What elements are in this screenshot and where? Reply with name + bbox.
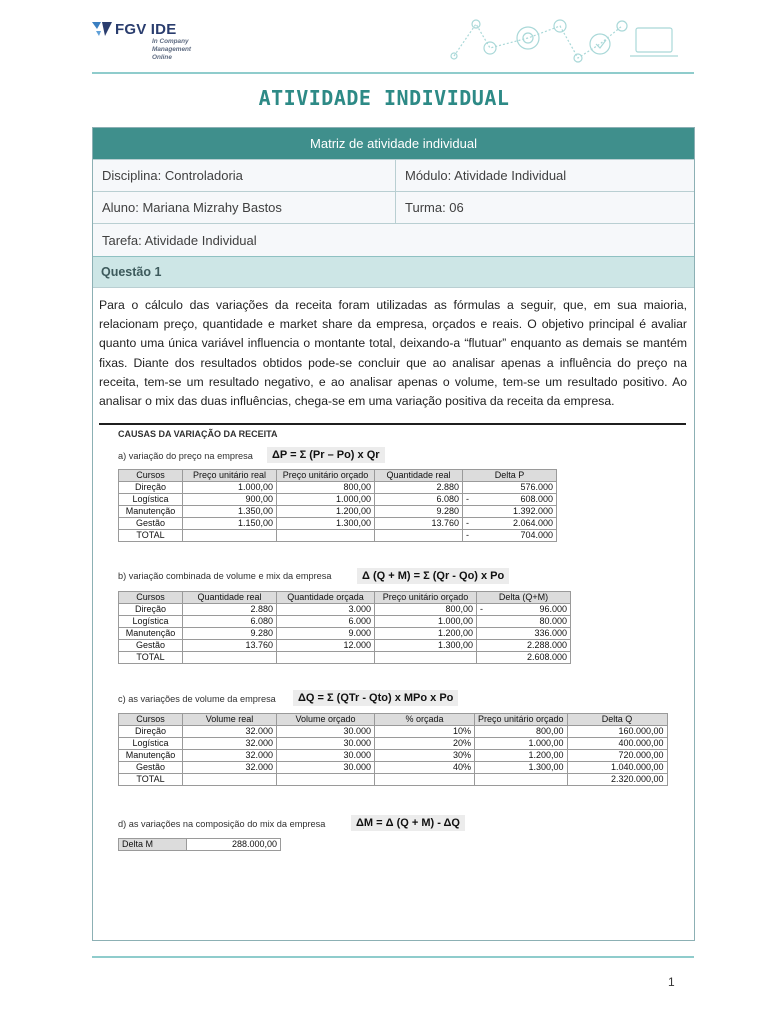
cell-value: 96.000 — [539, 604, 567, 614]
row-label: TOTAL — [119, 530, 183, 542]
table-cell: 800,00 — [277, 482, 375, 494]
section-c-formula: ΔQ = Σ (QTr - Qto) x MPo x Po — [293, 690, 458, 706]
cell-value: 2.608.000 — [526, 652, 567, 662]
table-row — [119, 604, 571, 616]
column-header: Preço unitário orçado — [277, 470, 375, 482]
footer-divider — [92, 956, 694, 958]
table-cell: 1.300,00 — [475, 762, 568, 774]
row-label: Manutenção — [119, 628, 183, 640]
cell-value: 2.064.000 — [512, 518, 553, 528]
column-header: Cursos — [119, 714, 183, 726]
matrix-title: Matriz de atividade individual — [93, 128, 694, 159]
table-cell: 800,00 — [375, 604, 477, 616]
table-cell — [277, 652, 375, 664]
table-cell: 1.150,00 — [183, 518, 277, 530]
column-header: Quantidade real — [183, 592, 277, 604]
row-label: Gestão — [119, 762, 183, 774]
delta-m-value: 288.000,00 — [187, 839, 281, 851]
table-cell — [477, 640, 571, 652]
table-cell — [375, 530, 463, 542]
table-cell: 1.300,00 — [375, 640, 477, 652]
table-cell: 20% — [375, 738, 475, 750]
table-cell: 30.000 — [277, 726, 375, 738]
table-cell: 6.080 — [183, 616, 277, 628]
table-cell: 1.000,00 — [277, 494, 375, 506]
column-header: Delta Q — [567, 714, 667, 726]
table-cell — [183, 774, 277, 786]
delta-m-table — [118, 838, 281, 851]
price-variation-table — [118, 469, 557, 542]
table-cell — [277, 774, 375, 786]
table-cell — [463, 506, 557, 518]
volume-variation-table — [118, 713, 668, 786]
column-header: Delta P — [463, 470, 557, 482]
table-cell — [477, 604, 571, 616]
row-label: Manutenção — [119, 750, 183, 762]
table-header-row — [119, 592, 571, 604]
logo-subtitle: In Company Management Online — [152, 38, 192, 61]
table-row — [119, 839, 281, 851]
activity-matrix — [92, 127, 695, 941]
column-header: Volume real — [183, 714, 277, 726]
table-cell: 9.000 — [277, 628, 375, 640]
table-cell: 1.200,00 — [277, 506, 375, 518]
delta-m-label: Delta M — [119, 839, 187, 851]
table-cell: 160.000,00 — [567, 726, 667, 738]
row-label: Gestão — [119, 640, 183, 652]
table-cell: 30.000 — [277, 762, 375, 774]
table-cell: 6.080 — [375, 494, 463, 506]
row-label: Logística — [119, 738, 183, 750]
table-cell: 1.350,00 — [183, 506, 277, 518]
cell-value: 80.000 — [539, 616, 567, 626]
table-cell: 13.760 — [183, 640, 277, 652]
aluno-field: Aluno: Mariana Mizrahy Bastos — [102, 200, 282, 215]
column-header: Preço unitário orçado — [475, 714, 568, 726]
column-header: Cursos — [119, 470, 183, 482]
fgv-logo — [92, 20, 191, 62]
negative-sign: - — [466, 494, 469, 504]
column-header: Quantidade real — [375, 470, 463, 482]
section-b-label: b) variação combinada de volume e mix da empresa — [118, 571, 332, 581]
table-cell: 1.300,00 — [277, 518, 375, 530]
header-illustration-icon — [440, 12, 680, 70]
column-header: Preço unitário orçado — [375, 592, 477, 604]
table-row — [119, 494, 557, 506]
question-heading: Questão 1 — [93, 256, 694, 287]
turma-field: Turma: 06 — [395, 192, 694, 223]
row-label: TOTAL — [119, 774, 183, 786]
row-label: Logística — [119, 616, 183, 628]
section-a-label: a) variação do preço na empresa — [118, 451, 253, 461]
table-cell: 30% — [375, 750, 475, 762]
column-header: Volume orçado — [277, 714, 375, 726]
table-cell: 6.000 — [277, 616, 375, 628]
table-cell — [477, 616, 571, 628]
table-cell: 900,00 — [183, 494, 277, 506]
table-cell — [463, 494, 557, 506]
table-cell: 2.880 — [375, 482, 463, 494]
negative-sign: - — [480, 604, 483, 614]
table-row — [119, 628, 571, 640]
section-d-formula: ΔM = Δ (Q + M) - ΔQ — [351, 815, 465, 831]
matrix-row-discipline — [93, 159, 694, 191]
intro-paragraph: Para o cálculo das variações da receita foram utilizadas as fórmulas a seguir, que, em sua maioria, relacionam preço, quantidade e market share da empresa, orçados e reais. O objetivo principal é avaliar quanto uma única variável influencia o montante total, deixando-a “flutuar” enquanto as demais se mantém fixas. Diante dos resultados obtidos pode-se concluir que ao analisar apenas a influência do preço na receita, tem-se um resultado negativo, e ao analisar apenas o volume, tem-se um resultado positivo. Ao analisar o mix das duas influências, chega-se em uma variação positiva da receita da empresa. — [99, 298, 687, 409]
table-row — [119, 726, 668, 738]
table-cell: 400.000,00 — [567, 738, 667, 750]
row-label: Gestão — [119, 518, 183, 530]
cell-value: 336.000 — [534, 628, 567, 638]
header-divider — [92, 72, 694, 74]
table-row — [119, 738, 668, 750]
logo-text: FGV IDE — [115, 20, 177, 38]
table-row — [119, 616, 571, 628]
fgv-logo-icon — [92, 20, 112, 38]
table-cell — [375, 652, 477, 664]
table-cell: 1.000,00 — [475, 738, 568, 750]
matrix-row-task — [93, 223, 694, 256]
table-row — [119, 518, 557, 530]
table-cell — [477, 652, 571, 664]
table-cell: 10% — [375, 726, 475, 738]
row-label: Direção — [119, 604, 183, 616]
causes-title: CAUSAS DA VARIAÇÃO DA RECEITA — [118, 429, 278, 439]
cell-value: 1.392.000 — [512, 506, 553, 516]
table-row — [119, 640, 571, 652]
section-c-label: c) as variações de volume da empresa — [118, 694, 276, 704]
table-cell: 32.000 — [183, 726, 277, 738]
table-row — [119, 750, 668, 762]
table-cell: 30.000 — [277, 738, 375, 750]
section-d-label: d) as variações na composição do mix da empresa — [118, 819, 326, 829]
table-cell — [477, 628, 571, 640]
table-row — [119, 530, 557, 542]
table-header-row — [119, 714, 668, 726]
table-cell: 12.000 — [277, 640, 375, 652]
table-cell: 2.320.000,00 — [567, 774, 667, 786]
table-cell — [183, 530, 277, 542]
row-label: TOTAL — [119, 652, 183, 664]
table-cell: 9.280 — [183, 628, 277, 640]
volume-mix-table — [118, 591, 571, 664]
table-row — [119, 652, 571, 664]
table-cell: 1.200,00 — [475, 750, 568, 762]
table-cell — [475, 774, 568, 786]
page-number: 1 — [668, 975, 675, 989]
question-body — [93, 287, 694, 840]
table-cell: 30.000 — [277, 750, 375, 762]
table-cell: 40% — [375, 762, 475, 774]
table-row — [119, 774, 668, 786]
table-cell — [463, 482, 557, 494]
section-a-formula: ΔP = Σ (Pr – Po) x Qr — [267, 447, 385, 463]
table-cell: 1.200,00 — [375, 628, 477, 640]
table-cell: 32.000 — [183, 762, 277, 774]
column-header: Cursos — [119, 592, 183, 604]
table-cell — [277, 530, 375, 542]
cell-value: 704.000 — [520, 530, 553, 540]
table-row — [119, 506, 557, 518]
modulo-field: Módulo: Atividade Individual — [395, 160, 694, 191]
table-cell: 9.280 — [375, 506, 463, 518]
table-cell — [463, 530, 557, 542]
section-b-formula: Δ (Q + M) = Σ (Qr - Qo) x Po — [357, 568, 509, 584]
column-header: Delta (Q+M) — [477, 592, 571, 604]
table-cell: 1.000,00 — [183, 482, 277, 494]
negative-sign: - — [466, 530, 469, 540]
cell-value: 608.000 — [520, 494, 553, 504]
row-label: Logística — [119, 494, 183, 506]
table-cell — [183, 652, 277, 664]
table-cell — [375, 774, 475, 786]
column-header: Quantidade orçada — [277, 592, 375, 604]
cell-value: 576.000 — [520, 482, 553, 492]
table-cell: 32.000 — [183, 750, 277, 762]
table-cell: 1.000,00 — [375, 616, 477, 628]
matrix-row-student — [93, 191, 694, 223]
cell-value: 2.288.000 — [526, 640, 567, 650]
column-header: % orçada — [375, 714, 475, 726]
negative-sign: - — [466, 518, 469, 528]
table-cell: 32.000 — [183, 738, 277, 750]
table-header-row — [119, 470, 557, 482]
table-cell: 720.000,00 — [567, 750, 667, 762]
row-label: Manutenção — [119, 506, 183, 518]
column-header: Preço unitário real — [183, 470, 277, 482]
section-divider — [99, 423, 686, 425]
page-title: ATIVIDADE INDIVIDUAL — [258, 86, 510, 110]
table-row — [119, 482, 557, 494]
row-label: Direção — [119, 726, 183, 738]
tarefa-field: Tarefa: Atividade Individual — [102, 232, 257, 248]
table-cell: 1.040.000,00 — [567, 762, 667, 774]
table-cell: 2.880 — [183, 604, 277, 616]
table-cell: 3.000 — [277, 604, 375, 616]
table-cell: 13.760 — [375, 518, 463, 530]
table-cell — [463, 518, 557, 530]
row-label: Direção — [119, 482, 183, 494]
disciplina-field: Disciplina: Controladoria — [102, 168, 243, 183]
table-row — [119, 762, 668, 774]
table-cell: 800,00 — [475, 726, 568, 738]
